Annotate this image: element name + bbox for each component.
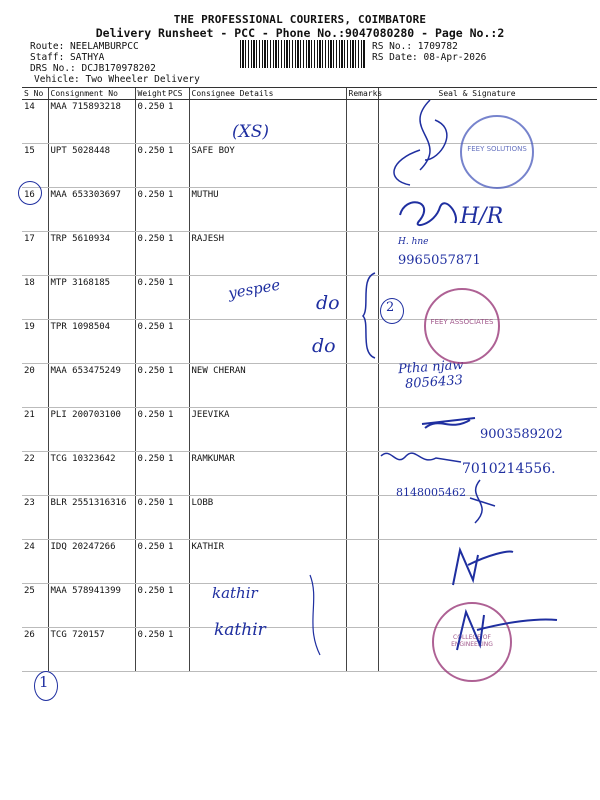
line-mark xyxy=(300,570,330,660)
handwritten-one: 1 xyxy=(39,673,49,691)
feey-associates-stamp xyxy=(424,288,500,364)
drs-number: DRS No.: DCJB170978202 xyxy=(30,63,156,74)
handwritten-phone-1: 9965057871 xyxy=(398,253,481,268)
signature-scribble-23 xyxy=(460,478,500,528)
row-weight: 0.250 xyxy=(135,496,166,540)
row-sno: 22 xyxy=(22,452,48,496)
row-consignment: TPR 1098504 xyxy=(48,320,135,364)
row-sno: 25 xyxy=(22,584,48,628)
handwritten-do-2: do xyxy=(312,335,336,357)
row-sno: 18 xyxy=(22,276,48,320)
row-remarks xyxy=(346,584,378,628)
route-label: Route: NEELAMBURPCC xyxy=(30,41,139,52)
row-remarks xyxy=(346,364,378,408)
col-pcs: PCS xyxy=(166,88,189,100)
row-consignee: RAMKUMAR xyxy=(189,452,346,496)
row-weight: 0.250 xyxy=(135,408,166,452)
signature-scribble-21 xyxy=(420,412,480,434)
row-consignment: MAA 653475249 xyxy=(48,364,135,408)
row-weight: 0.250 xyxy=(135,584,166,628)
handwritten-phone-5: 8148005462 xyxy=(396,486,466,499)
col-remarks: Remarks xyxy=(346,88,378,100)
row-consignee: JEEVIKA xyxy=(189,408,346,452)
row-weight: 0.250 xyxy=(135,188,166,232)
rs-number: RS No.: 1709782 xyxy=(372,41,458,52)
row-sno: 26 xyxy=(22,628,48,672)
handwritten-ptha: Ptha njaw xyxy=(397,357,464,378)
row-pcs: 1 xyxy=(166,452,189,496)
row-pcs: 1 xyxy=(166,232,189,276)
brace-mark xyxy=(355,268,385,363)
row-sno: 21 xyxy=(22,408,48,452)
row-consignee: MUTHU xyxy=(189,188,346,232)
row-consignee: KATHIR xyxy=(189,540,346,584)
table-row xyxy=(22,276,597,320)
row-remarks xyxy=(346,100,378,144)
table-row xyxy=(22,496,597,540)
row-remarks xyxy=(346,188,378,232)
handwritten-kathir-2: kathir xyxy=(214,620,266,640)
col-consignment: Consignment No xyxy=(48,88,135,100)
barcode xyxy=(240,40,366,68)
row-sno: 14 xyxy=(22,100,48,144)
col-consignee: Consignee Details xyxy=(189,88,346,100)
row-remarks xyxy=(346,540,378,584)
row-weight: 0.250 xyxy=(135,276,166,320)
row-consignment: MTP 3168185 xyxy=(48,276,135,320)
table-row xyxy=(22,232,597,276)
row-sno: 19 xyxy=(22,320,48,364)
row-sno: 20 xyxy=(22,364,48,408)
row-pcs: 1 xyxy=(166,364,189,408)
row-consignment: TCG 10323642 xyxy=(48,452,135,496)
table-row xyxy=(22,188,597,232)
row-weight: 0.250 xyxy=(135,100,166,144)
signature-scribble-14 xyxy=(380,90,470,190)
handwritten-yespee: yespee xyxy=(226,275,282,303)
row-pcs: 1 xyxy=(166,276,189,320)
row-pcs: 1 xyxy=(166,188,189,232)
handwritten-two: 2 xyxy=(386,300,395,315)
row-consignment: TCG 720157 xyxy=(48,628,135,672)
row-consignment: UPT 5028448 xyxy=(48,144,135,188)
vehicle-label: Vehicle: Two Wheeler Delivery xyxy=(34,74,200,85)
feey-solutions-stamp xyxy=(460,115,534,189)
table-row xyxy=(22,320,597,364)
stamp-text: COLLEGE OF ENGINEERING xyxy=(451,634,493,648)
handwritten-do-1: do xyxy=(316,292,340,314)
handwritten-xs: (XS) xyxy=(232,122,270,142)
row-consignee: SAFE BOY xyxy=(189,144,346,188)
row-consignee: LOBB xyxy=(189,496,346,540)
handwritten-note: H. hne xyxy=(398,237,429,247)
col-sno: S No xyxy=(22,88,48,100)
circle-mark-page xyxy=(34,671,58,701)
table-row xyxy=(22,364,597,408)
row-remarks xyxy=(346,408,378,452)
row-pcs: 1 xyxy=(166,540,189,584)
handwritten-phone-4: 7010214556. xyxy=(462,461,556,477)
stamp-text: FEEY SOLUTIONS xyxy=(467,145,527,153)
handwritten-hr: H/R xyxy=(460,204,504,229)
row-sno: 15 xyxy=(22,144,48,188)
circle-mark-row16 xyxy=(18,181,42,205)
signature-scribble-24 xyxy=(448,540,518,590)
row-pcs: 1 xyxy=(166,100,189,144)
row-sno: 23 xyxy=(22,496,48,540)
row-remarks xyxy=(346,628,378,672)
row-consignment: MAA 715893218 xyxy=(48,100,135,144)
row-consignment: IDQ 20247266 xyxy=(48,540,135,584)
row-consignment: MAA 653303697 xyxy=(48,188,135,232)
table-header-row xyxy=(22,88,597,100)
signature-scribble-22 xyxy=(376,446,466,468)
handwritten-kathir-1: kathir xyxy=(212,584,258,602)
signature-scribble-26 xyxy=(452,600,562,655)
row-weight: 0.250 xyxy=(135,452,166,496)
row-remarks xyxy=(346,144,378,188)
row-consignee: RAJESH xyxy=(189,232,346,276)
col-signature: Seal & Signature xyxy=(378,88,597,100)
row-pcs: 1 xyxy=(166,584,189,628)
row-pcs: 1 xyxy=(166,408,189,452)
staff-label: Staff: SATHYA xyxy=(30,52,105,63)
row-consignment: BLR 2551316316 xyxy=(48,496,135,540)
row-sno: 24 xyxy=(22,540,48,584)
rs-date: RS Date: 08-Apr-2026 xyxy=(372,52,487,63)
row-pcs: 1 xyxy=(166,320,189,364)
handwritten-phone-3: 9003589202 xyxy=(480,427,563,442)
row-weight: 0.250 xyxy=(135,364,166,408)
row-weight: 0.250 xyxy=(135,540,166,584)
row-sno: 17 xyxy=(22,232,48,276)
row-consignment: PLI 200703100 xyxy=(48,408,135,452)
row-pcs: 1 xyxy=(166,628,189,672)
row-remarks xyxy=(346,496,378,540)
runsheet-subtitle: Delivery Runsheet - PCC - Phone No.:9047080280 - Page No.:2 xyxy=(95,26,505,40)
company-title: THE PROFESSIONAL COURIERS, COIMBATORE xyxy=(173,13,427,26)
signature-scribble-16 xyxy=(395,195,465,230)
row-pcs: 1 xyxy=(166,496,189,540)
stamp-text: FEEY ASSOCIATES xyxy=(430,318,494,326)
row-weight: 0.250 xyxy=(135,320,166,364)
col-weight: Weight xyxy=(135,88,166,100)
row-sno: 16 xyxy=(22,188,48,232)
row-pcs: 1 xyxy=(166,144,189,188)
row-weight: 0.250 xyxy=(135,628,166,672)
row-consignment: MAA 578941399 xyxy=(48,584,135,628)
row-consignment: TRP 5610934 xyxy=(48,232,135,276)
row-consignee: NEW CHERAN xyxy=(189,364,346,408)
row-weight: 0.250 xyxy=(135,144,166,188)
row-remarks xyxy=(346,452,378,496)
row-weight: 0.250 xyxy=(135,232,166,276)
handwritten-phone-2: 8056433 xyxy=(404,372,464,393)
